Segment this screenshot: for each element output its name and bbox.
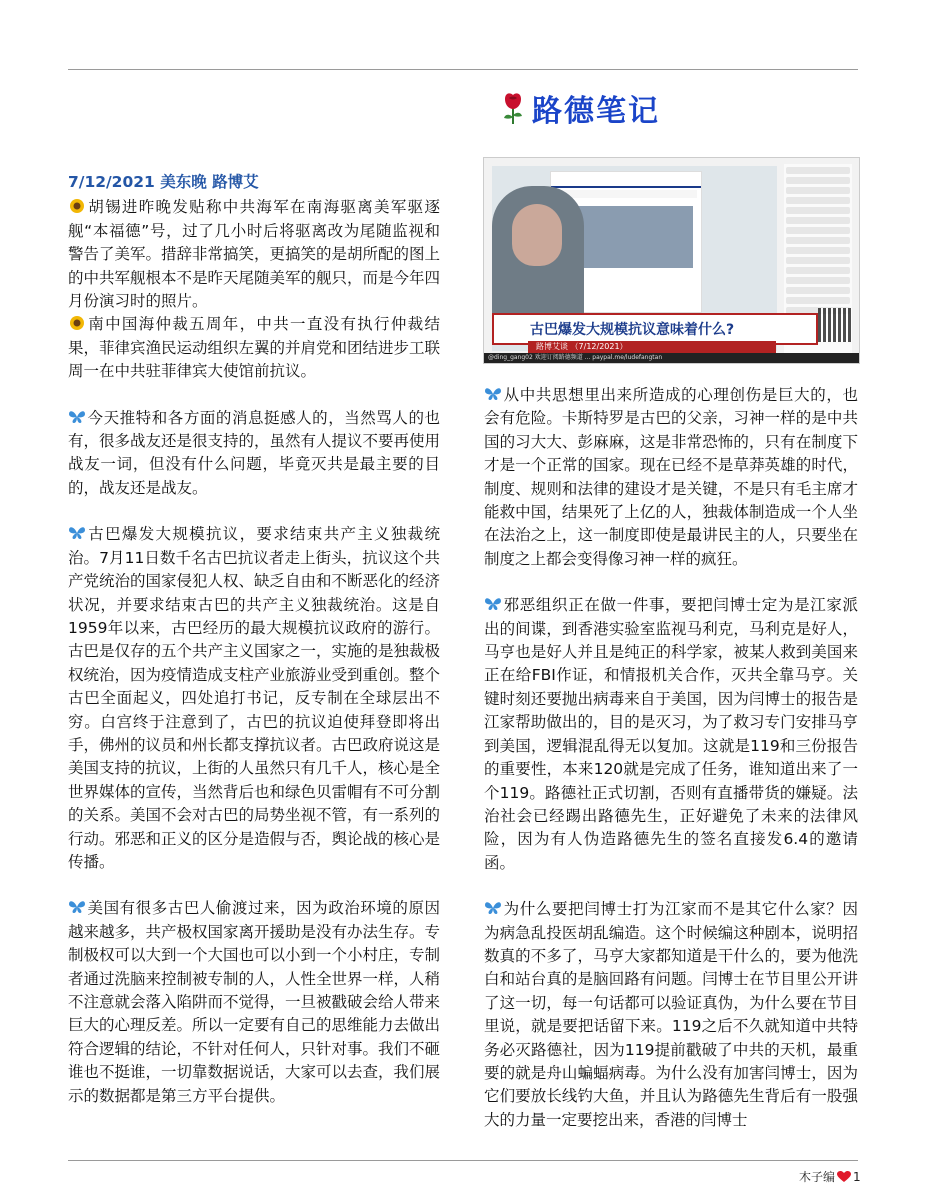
sunflower-icon — [68, 315, 86, 331]
butterfly-icon — [484, 900, 502, 916]
butterfly-icon — [68, 899, 86, 915]
qr-code-image — [818, 308, 852, 342]
dateline: 7/12/2021 美东晚 路博艾 — [68, 173, 259, 191]
butterfly-icon — [68, 525, 86, 541]
paragraph — [68, 523, 440, 874]
right-column — [484, 384, 858, 1155]
paragraph — [68, 196, 440, 313]
butterfly-icon — [484, 596, 502, 612]
paragraph — [68, 313, 440, 383]
paragraph-text: 为什么要把闫博士打为江家而不是其它什么家？因为病急乱投医胡乱编造。这个时候编这种剧本，说明招数真的不多了，马亨大家都知道是干什么的，要为他洗白和站台真的是脑回路有问题。闫博士在节目里公开讲了这一切，每一句话都可以验证真伪，为什么要在节目里说，就是要把话留下来。119之后不久就知道中共特务必灭路德社，因为119提前戳破了中共的天机，最重要的就是舟山蝙蝠病毒。为什么没有加害闫博士，因为它们要放长线钓大鱼，并且认为路德先生背后有一股强大的力量一定要挖出来，香港的闫博士 — [484, 900, 858, 1129]
editor-credit: 木子编 — [799, 1170, 836, 1184]
page-footer — [799, 1168, 861, 1185]
presenter-image — [492, 186, 584, 326]
page-title: 路德笔记 — [532, 94, 660, 129]
top-rule — [68, 69, 858, 70]
video-screenshot — [483, 157, 860, 364]
video-banner-text: 古巴爆发大规模抗议意味着什么? — [530, 322, 735, 338]
paragraph — [68, 407, 440, 501]
paragraph — [484, 594, 858, 875]
left-column — [68, 171, 440, 1131]
bottom-rule — [68, 1160, 858, 1161]
paragraph-text: 美国有很多古巴人偷渡过来，因为政治环境的原因越来越多，共产极权国家离开援助是没有办法生存。专制极权可以大到一个大国也可以小到一个小村庄，专制者通过洗脑来控制被专制的人，人性全世界一样，人稍不注意就会落入陷阱而不觉得，一旦被戳破会给人带来巨大的心理反差。所以一定要有自己的思维能力去做出符合逻辑的结论，不针对任何人，只针对事。我们不砸谁也不挺谁，一切靠数据说话，大家可以去查，我们展示的数据都是第三方平台提供。 — [68, 899, 441, 1105]
sunflower-icon — [68, 198, 86, 214]
paragraph-text: 南中国海仲裁五周年，中共一直没有执行仲裁结果，菲律宾渔民运动组织左翼的并肩党和团结进步工联周一在中共驻菲律宾大使馆前抗议。 — [68, 315, 441, 381]
paragraph-text: 邪恶组织正在做一件事，要把闫博士定为是江家派出的间谍，到香港实验室监视马利克，马利克是好人，马亨也是好人并且是纯正的科学家，被某人救到美国来正在给FBI作证，和情报机关合作，灭共全靠马亨。关键时刻还要抛出病毒来自于美国，因为闫博士的报告是江家帮助做出的，目的是灭习，为了救习专门安排马亨到美国，逻辑混乱得无以复加。这就是119和三份报告的重要性，本来120就是完成了任务，谁知道出来了一个119。路德社正式切割，否则有直播带货的嫌疑。法治社会已经踢出路德先生，正好避免了未来的法律风险，因为有人伪造路德先生的签名直接发6.4的邀请函。 — [484, 596, 858, 872]
paragraph — [68, 897, 440, 1108]
video-ticker: @ding_gang02 欢迎订阅路德频道 ... paypal.me/ludefangtan — [484, 353, 860, 363]
paragraph-text: 胡锡进昨晚发贴称中共海军在南海驱离美军驱逐舰“本福德”号，过了几小时后将驱离改为尾随监视和警告了美军。措辞非常搞笑，更搞笑的是胡所配的图上的中共军舰根本不是昨天尾随美军的舰只，而是今年四月份演习时的照片。 — [68, 198, 441, 311]
paragraph-text: 今天推特和各方面的消息挺感人的，当然骂人的也有，很多战友还是很支持的，虽然有人提议不要再使用战友一词，但没有什么问题，毕竟灭共是最主要的目的，战友还是战友。 — [68, 408, 441, 497]
video-name-bar: 路博艾谈 （7/12/2021） — [528, 341, 776, 353]
butterfly-icon — [484, 386, 502, 402]
paragraph-text: 古巴爆发大规模抗议，要求结束共产主义独裁统治。7月11日数千名古巴抗议者走上街头，抗议这个共产党统治的国家侵犯人权、缺乏自由和不断恶化的经济状况，并要求结束古巴的共产主义独裁统治。这是自1959年以来，古巴经历的最大规模抗议政府的游行。古巴是仅存的五个共产主义国家之一，实施的是独裁极权统治，因为疫情造成支柱产业旅游业受到重创。整个古巴全面起义，四处追打书记，反专制在全球层出不穷。白宫终于注意到了，古巴的抗议迫使拜登即将出手，佛州的议员和州长都支撑抗议者。古巴政府说这是美国支持的抗议，上街的人虽然只有几千人，核心是全世界媒体的宣传，当然背后也和绿色贝雷帽有不可分割的关系。美国不会对古巴的局势坐视不管，有一系列的行动。邪恶和正义的区分是造假与否，舆论战的核心是传播。 — [68, 525, 441, 871]
paragraph-text: 从中共思想里出来所造成的心理创伤是巨大的，也会有危险。卡斯特罗是古巴的父亲，习神一样的是中共国的习大大、彭麻麻，这是非常恐怖的，只有在制度下才是一个正常的国家。现在已经不是草莽英雄的时代，制度、规则和法律的建设才是关键，不是只有毛主席才能救中国，结果死了上亿的人，独裁体制造成一个人坐在法治之上，这一制度即使是最讲民主的人，只要坐在制度之上都会变得像习神一样的疯狂。 — [484, 386, 858, 568]
heart-icon — [837, 1171, 851, 1183]
rose-icon — [500, 91, 526, 125]
butterfly-icon — [68, 409, 86, 425]
paragraph — [484, 898, 858, 1132]
paragraph — [484, 384, 858, 571]
page-number: 1 — [853, 1169, 861, 1184]
page-header — [500, 86, 660, 130]
